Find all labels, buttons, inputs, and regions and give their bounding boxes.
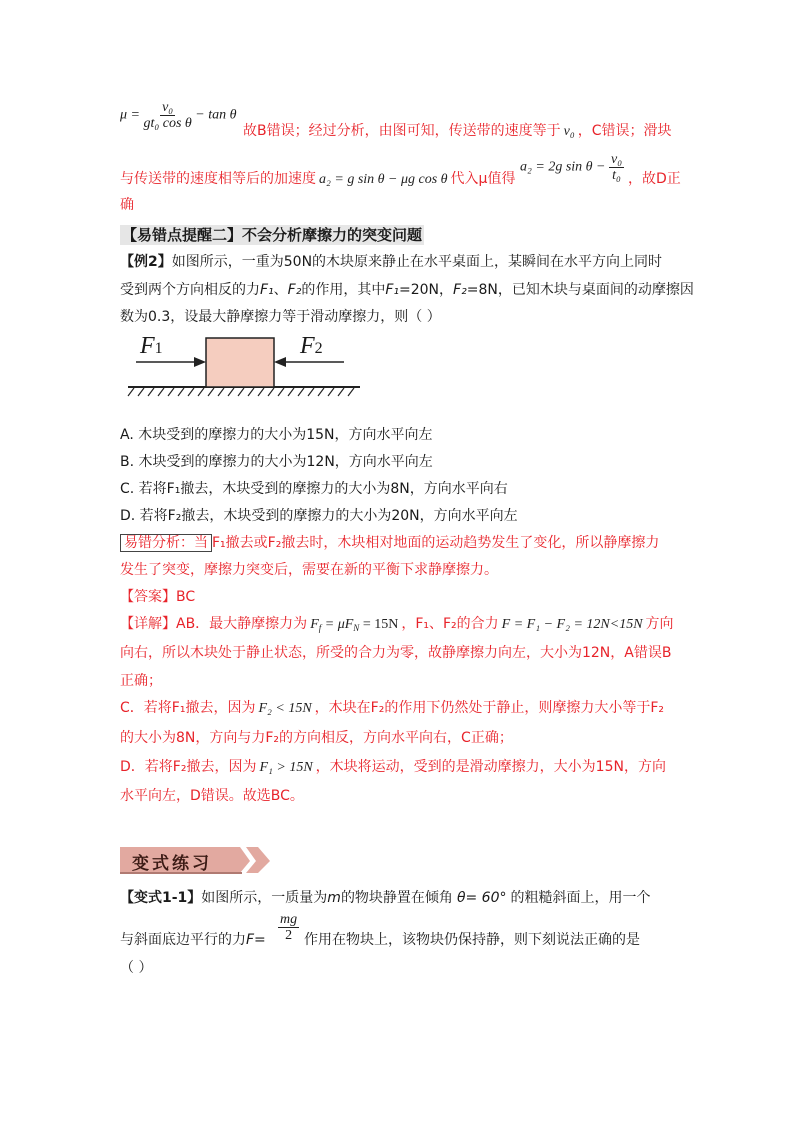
- analysis-line2: 发生了突变，摩擦力突变后，需要在新的平衡下求静摩擦力。: [120, 562, 498, 578]
- detail-t6: D．若将F₂撤去，因为: [120, 759, 257, 775]
- fmax-f: F: [310, 617, 319, 632]
- detail-t4: C．若将F₁撤去，因为: [120, 700, 256, 716]
- detail-t5: ，木块在F₂的作用下仍然处于静止，则摩擦力大小等于F₂: [314, 700, 665, 716]
- detail-line7: 水平向左，D错误。故选BC。: [120, 788, 304, 804]
- e2-f1b: F₁: [385, 282, 400, 298]
- mu-lhs: μ =: [120, 107, 140, 123]
- variant-t3: 的粗糙斜面上，用一个: [510, 890, 651, 906]
- e2-t3: 的作用，其中: [301, 282, 386, 298]
- fig-f1-letter: F: [140, 333, 155, 359]
- f1-arrowhead: [194, 357, 206, 367]
- prev-line2-end: ，故D正: [628, 171, 681, 187]
- a2-den: t₀: [612, 168, 621, 183]
- a2-num: v₀: [610, 152, 623, 167]
- answer: 【答案】BC: [120, 589, 196, 605]
- variant-banner: [120, 843, 270, 875]
- fig-f1-sub: 1: [154, 340, 163, 357]
- prev-line3: 确: [120, 197, 134, 213]
- prev-text-2: ，C错误；滑块: [577, 123, 672, 139]
- f2-arrowhead: [274, 357, 286, 367]
- mg-den: 2: [285, 928, 293, 943]
- detail-t7: ，木块将运动，受到的是滑动摩擦力，大小为15N，方向: [315, 759, 666, 775]
- wood-block: [206, 338, 274, 387]
- e2-f2: F₂: [287, 282, 302, 298]
- variant-t4: 与斜面底边平行的力: [120, 932, 246, 948]
- fig-f2-sub: 2: [314, 340, 323, 357]
- variant-line1: [120, 888, 651, 908]
- option-d: D. 若将F₂撤去，木块受到的摩擦力的大小为20N，方向水平向左: [120, 508, 518, 524]
- fig-f1-label: [140, 333, 163, 360]
- fig-f2-letter: F: [300, 333, 315, 359]
- detail-t1: 【详解】AB．最大静摩擦力为: [120, 616, 308, 632]
- e2-f1: F₁: [260, 282, 274, 298]
- v0-symbol: v₀: [563, 124, 575, 139]
- mu-tail: − tan θ: [195, 107, 237, 123]
- detail-t2: ，F₁、F₂的合力: [401, 616, 499, 632]
- analysis-label: 易错分析：当: [120, 534, 212, 552]
- mu-denominator: gt₀ cos θ: [143, 116, 192, 131]
- option-a: A. 木块受到的摩擦力的大小为15N，方向水平向左: [120, 427, 433, 443]
- e2-f2b: F₂: [453, 282, 467, 298]
- ground-hatching: [128, 388, 354, 396]
- a2-formula-1: a₂ = g sin θ − μg cos θ: [319, 172, 448, 187]
- example2-text1: 如图所示，一重为50N的木块原来静止在水平桌面上，某瞬间在水平方向上同时: [171, 254, 663, 270]
- variant-m: m: [327, 890, 341, 906]
- option-b: B. 木块受到的摩擦力的大小为12N，方向水平向左: [120, 454, 433, 470]
- variant-line2-rest: 作用在物块上，该物块仍保持静，则下刻说法正确的是: [304, 932, 640, 948]
- prev-text-1: 故B错误；经过分析，由图可知，传送带的速度等于: [243, 123, 561, 139]
- mg-frac: [278, 912, 299, 943]
- example2-label: 【例2】: [120, 254, 172, 270]
- mu-formula: [120, 100, 237, 131]
- mu-numerator: v₀: [162, 100, 174, 115]
- detail-line5: 的大小为8N，方向与力F₂的方向相反，方向水平向右，C正确；: [120, 730, 513, 746]
- variant-label: 【变式1-1】: [120, 890, 202, 906]
- variant-f: F=: [246, 932, 266, 948]
- detail-t3: 方向: [645, 616, 674, 632]
- prev-line2: [120, 169, 515, 190]
- a2-lhs: a₂ = 2g sin θ −: [520, 159, 606, 175]
- resultant-formula: F = F₁ − F₂ = 12N<15N: [501, 617, 643, 632]
- detail-line4: [120, 698, 664, 719]
- fmax-sub: f: [318, 623, 322, 633]
- e2-t2: 、: [273, 282, 288, 298]
- fmax-val: = 15N: [362, 617, 399, 632]
- option-c: C. 若将F₁撤去，木块受到的摩擦力的大小为8N，方向水平向右: [120, 481, 508, 497]
- detail-line1: [120, 614, 674, 638]
- analysis-text1: F₁撤去或F₂撤去时，木块相对地面的运动趋势发生了变化，所以静摩擦力: [212, 535, 660, 551]
- a2-fraction: [609, 152, 624, 183]
- detail-line3: 正确；: [120, 673, 162, 689]
- fig-f2-label: [300, 333, 323, 360]
- mg-num: mg: [280, 912, 298, 927]
- variant-t2: 的物块静置在倾角: [340, 890, 453, 906]
- fmax-rest: = μF: [324, 617, 354, 632]
- mg-fraction: [278, 912, 299, 943]
- example2-line2: [120, 280, 694, 300]
- a2-formula-2: [520, 152, 624, 183]
- variant-line3: （ ）: [120, 960, 153, 976]
- prev-text-3: 与传送带的速度相等后的加速度: [120, 171, 316, 187]
- e2-t4: =20N，: [399, 282, 454, 298]
- example2-line3: 数为0.3，设最大静摩擦力等于滑动摩擦力，则（ ）: [120, 309, 441, 325]
- prev-text-4: 代入μ值得: [450, 171, 516, 187]
- f2-lt-formula: F₂ < 15N: [258, 701, 312, 716]
- prev-line1: [243, 121, 671, 142]
- detail-line2: 向右，所以木块处于静止状态，所受的合力为零，故静摩擦力向左，大小为12N，A错误B: [120, 645, 672, 661]
- analysis-line1: [120, 533, 659, 553]
- mu-fraction: [143, 100, 191, 131]
- e2-t5: =8N，已知木块与桌面间的动摩擦因: [466, 282, 694, 298]
- detail-line6: [120, 757, 666, 778]
- f1-gt-formula: F₁ > 15N: [259, 760, 313, 775]
- example2-line1: [120, 252, 662, 272]
- e2-t1: 受到两个方向相反的力: [120, 282, 260, 298]
- fmax-formula: [307, 617, 401, 632]
- fmax-sub2: N: [353, 623, 360, 633]
- banner-text: 变式练习: [132, 854, 212, 874]
- variant-line2: [120, 930, 266, 950]
- section-title: 【易错点提醒二】不会分析摩擦力的突变问题: [122, 226, 423, 244]
- variant-theta: θ= 60°: [456, 890, 507, 906]
- variant-t1: 如图所示，一质量为: [201, 890, 328, 906]
